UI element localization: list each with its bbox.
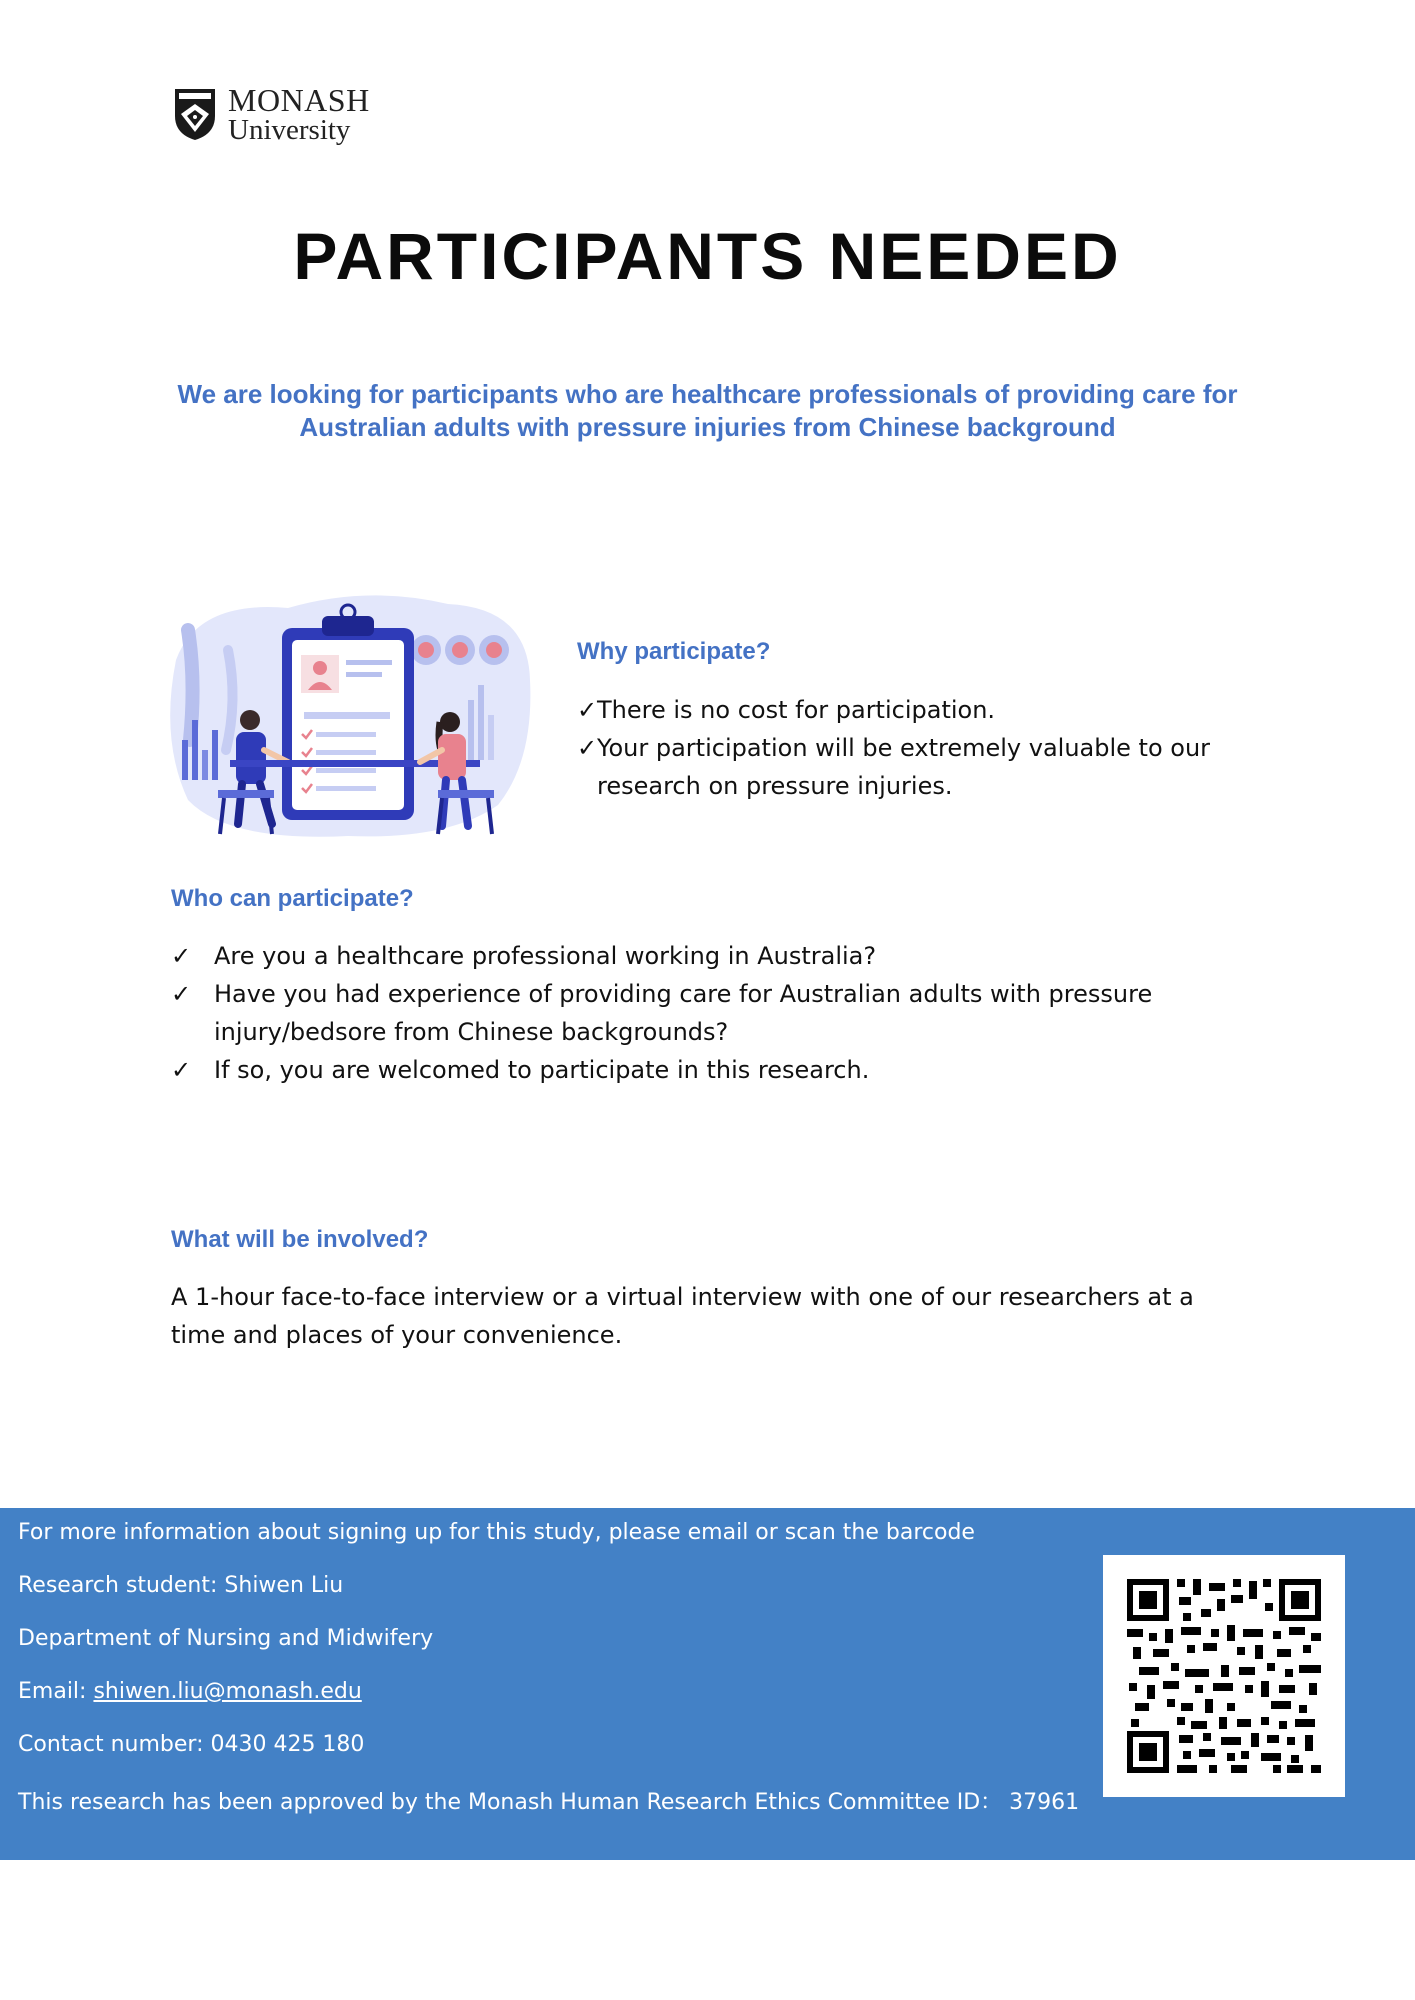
email-line	[18, 1679, 362, 1704]
email-link[interactable]: shiwen.liu@monash.edu	[93, 1679, 362, 1704]
list-item-text: Your participation will be extremely valuable to our research on pressure injuries.	[597, 734, 1211, 800]
list-item-text: Have you had experience of providing care for Australian adults with pressure injury/bedsore from Chinese backgrounds?	[214, 980, 1153, 1046]
checkmark-icon: ✓	[171, 1056, 192, 1084]
logo-line-monash: MONASH	[228, 82, 370, 118]
list-item	[577, 691, 1217, 729]
checkmark-icon: ✓	[171, 980, 192, 1008]
list-item-text: There is no cost for participation.	[597, 696, 996, 724]
subtitle: We are looking for participants who are healthcare professionals of providing care for Australian adults with pressure injuries from Chinese background	[177, 379, 1238, 442]
what-involved-heading: What will be involved?	[171, 1226, 429, 1253]
list-item	[171, 1051, 1171, 1089]
why-participate-list	[577, 691, 1217, 805]
list-item-text: If so, you are welcomed to participate in this research.	[214, 1056, 870, 1084]
list-item	[577, 729, 1217, 805]
who-can-participate-list	[171, 937, 1171, 1089]
ethics-approval-text: This research has been approved by the Monash Human Research Ethics Committee ID： 37961	[18, 1790, 1080, 1815]
checkmark-icon: ✓	[171, 942, 192, 970]
logo-line-university: University	[228, 114, 351, 146]
monash-crest-icon	[172, 86, 218, 142]
page-title: PARTICIPANTS NEEDED	[293, 219, 1122, 293]
monash-logo	[172, 84, 382, 146]
list-item	[171, 975, 1171, 1051]
qr-code[interactable]	[1103, 1555, 1345, 1797]
list-item-text: Are you a healthcare professional working in Australia?	[214, 942, 877, 970]
footer-info-text: For more information about signing up for this study, please email or scan the barcode	[18, 1520, 975, 1545]
list-item	[171, 937, 1171, 975]
checkmark-icon: ✓	[577, 696, 598, 724]
department-text: Department of Nursing and Midwifery	[18, 1626, 434, 1651]
what-involved-text: A 1-hour face-to-face interview or a virtual interview with one of our researchers at a time and places of your convenience.	[171, 1283, 1194, 1349]
clipboard-interview-illustration	[168, 590, 534, 845]
contact-footer	[0, 1508, 1415, 1860]
contact-number-text: Contact number: 0430 425 180	[18, 1732, 365, 1757]
who-can-participate-heading: Who can participate?	[171, 885, 414, 912]
research-student-text: Research student: Shiwen Liu	[18, 1573, 344, 1598]
qr-code-icon	[1127, 1579, 1321, 1773]
why-participate-heading: Why participate?	[577, 638, 771, 665]
checkmark-icon: ✓	[577, 734, 598, 762]
email-label: Email:	[18, 1679, 94, 1704]
